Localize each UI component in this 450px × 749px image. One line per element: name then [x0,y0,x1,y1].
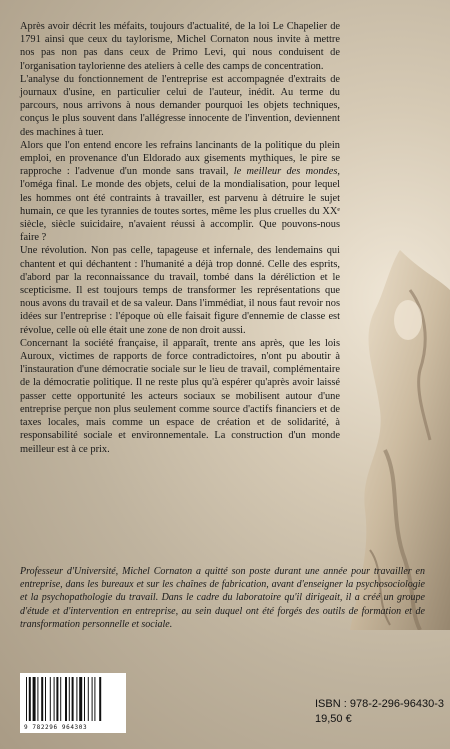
barcode-bar [26,677,27,721]
paragraph-3-part-1: Alors que l'on entend encore les refrains lancinants de la politique du plein emploi, en provenance d'un Eldorado aux gisements mythiques, le pire se rapproche : l'advenue d'un monde sans travail, [20,139,340,178]
paragraph-3 [20,139,340,245]
barcode-bar [92,677,93,721]
book-reference: le meilleur des mondes [233,166,338,178]
summary-text [20,20,340,456]
barcode-bar [33,677,36,721]
paragraph-3-part-2: , l'oméga final. Le monde des objets, celui de la mondialisation, pour lequel les hommes ont été contraints à travailler, est parvenu à détruire le sujet humain, ce que les tyrannies de toutes sortes, même les plus cruelles du XXᵉ siècle, siècle suicidaire, n'avaient réussi à accomplir. Que pouvons-nous faire ? [20,166,340,244]
barcode-bar [45,677,46,721]
barcode-bar [69,677,70,721]
barcode-bar [94,677,95,721]
barcode-bar [76,677,77,721]
price: 19,50 € [315,713,352,725]
barcode-bar [56,677,58,721]
paragraph-1: Après avoir décrit les méfaits, toujours d'actualité, de la loi Le Chapelier de 1791 ainsi que ceux du taylorisme, Michel Cornaton nous invite à mettre nos pas non pas dans ceux de Primo Levi, qui nous conduisent de l'organisation taylorienne des ateliers à celle des camps de concentration. [20,21,340,72]
barcode-bars [20,673,126,723]
paragraph-4: Une révolution. Non pas celle, tapageuse et infernale, des lendemains qui chantent et qui déchantent : l'humanité a déjà trop donné. Celle des esprits, d'abord par la reconnaissance du travail, tombé dans la déréliction et le scepticisme. Il est toujours temps de transformer les représentations que nous avons du travail et de sa valeur. Dans l'immédiat, il nous faut revoir nos idées sur l'entreprise : l'époque où elle faisait figure d'ennemie de classe est révolue, celle où elle était une zone de non droit aussi. [20,245,340,336]
paragraph-2: L'analyse du fonctionnement de l'entreprise est accompagnée d'extraits de journaux d'usine, en particulier celui de l'auteur, inédit. Au terme du parcours, nous arrivons à nous demander pourquoi les objets techniques, conçus le plus souvent dans l'allégresse innocente de l'invention, deviennent des machines à tuer. [20,73,340,138]
barcode-bar [41,677,43,721]
barcode-bar [84,677,85,721]
author-bio: Professeur d'Université, Michel Cornaton a quitté son poste durant une année pour travailler en entreprise, dans les bureaux et sur les chaînes de fabrication, avant d'enseigner la psychosociologie et la psychopathologie du travail. Dans le cadre du laboratoire qu'il dirigeait, il a créé un groupe d'étude et d'intervention en entreprise, au sein duquel ont été forgés des outils de formation et de transformation personnelle et sociale. [20,566,425,630]
barcode-bar [29,677,31,721]
barcode-bar [37,677,38,721]
barcode-bar [79,677,82,721]
barcode-bar [54,677,55,721]
barcode-digits: 9 782296 964303 [24,724,88,731]
barcode-bar [88,677,89,721]
barcode-bar [60,677,61,721]
barcode-bar [50,677,51,721]
barcode-bar [72,677,74,721]
barcode-bar [99,677,101,721]
isbn: ISBN : 978-2-296-96430-3 [315,698,445,710]
paragraph-5: Concernant la société française, il apparaît, trente ans après, que les lois Auroux, victimes de rapports de force contradictoires, n'ont pu aboutir à l'instauration d'une démocratie sociale sur le lieu de travail, complémentaire de la démocratie politique. Il ne reste plus qu'à espérer qu'après avoir laissé passer cette opportunité les acteurs sociaux se mobilisent autour d'une entreprise perçue non plus seulement comme source d'actifs financiers et de taxes locales, mais comme un espace de création et de solidarité, à responsabilité sociale et environnementale. La construction d'un monde meilleur est à ce prix. [20,337,340,455]
barcode-bar [65,677,67,721]
